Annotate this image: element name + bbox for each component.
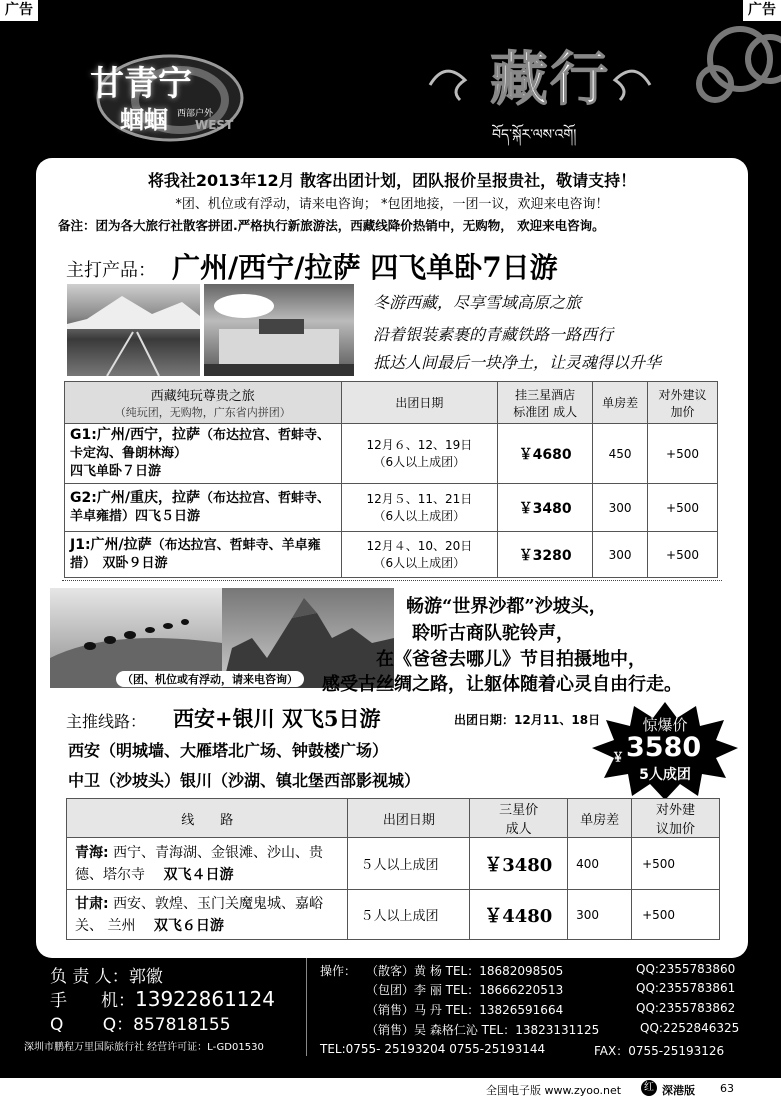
table1-head-suggest-1: 对外建议 (658, 387, 707, 402)
ops-qq: QQ:2355783860 (636, 962, 736, 976)
date-sub: （6人以上成团） (373, 508, 466, 523)
logo-left-sub: 蝈蝈 (120, 106, 168, 134)
product1-label: 主打产品： (66, 260, 156, 281)
price-cell: ￥3280 (498, 532, 593, 578)
product1-slogan2: 沿着银装素裹的青藏铁路一路西行 (373, 325, 614, 344)
table-row (67, 838, 720, 890)
table-row (65, 424, 718, 484)
table1 (64, 381, 718, 578)
add-cell: +500 (632, 838, 720, 890)
ops-line: （包团）李 丽 TEL：18666220513 (366, 983, 564, 997)
route-region: 青海: (75, 844, 109, 861)
badge-price: 3580 (626, 732, 702, 763)
date-cell: ５人以上成团 (348, 890, 470, 940)
ops-line: （散客）黄 杨 TEL：18682098505 (366, 964, 564, 978)
header-line3: 备注：团为各大旅行社散客拼团.严格执行新旅游法，西藏线降价热销中，无购物， 欢迎来电咨询。 (58, 218, 605, 233)
ops-line: （销售）马 丹 TEL：13826591664 (366, 1003, 564, 1017)
route-tail: 四飞５日游 (135, 509, 201, 524)
desert-photo-caption: （团、机位或有浮动，请来电咨询） (116, 671, 304, 687)
single-cell: 400 (568, 838, 632, 890)
table-row (65, 484, 718, 532)
mobile-label: 手 机： (50, 991, 135, 1011)
ad-label-right: 广告 (743, 0, 781, 21)
table1-head-price-2: 标准团 成人 (513, 404, 578, 419)
table1-head-suggest (648, 382, 718, 424)
edition-mark-icon: 红 (641, 1080, 657, 1096)
qq-label: Q Q： (50, 1015, 134, 1035)
product2-date: 出团日期：12月11、18日 (454, 713, 601, 727)
ops-qq: QQ:2252846325 (640, 1021, 740, 1035)
price-cell: ￥4680 (498, 424, 593, 484)
table1-head-single: 单房差 (593, 382, 648, 424)
table1-head-title: 西藏纯玩尊贵之旅 (150, 389, 255, 404)
table1-head-route (65, 382, 342, 424)
date-cell (341, 532, 498, 578)
desert-line3: 在《爸爸去哪儿》节目拍摄地中， (376, 649, 646, 670)
table2-head-price-1: 三星价 (499, 803, 539, 818)
site-link[interactable]: 全国电子版 www.zyoo.net (486, 1084, 622, 1097)
route-code: G1:广州/西宁，拉萨 (70, 427, 200, 443)
headline: 将我社2013年12月 散客出团计划，团队报价呈报贵社，敬请支持！ (147, 171, 637, 190)
product2-title: 西安+银川 双飞5日游 (173, 706, 381, 731)
mobile-value: 13922861124 (135, 987, 275, 1011)
date-cell (341, 424, 498, 484)
date-main: 12月５、11、21日 (366, 491, 473, 506)
person-label: 负 责 人： (50, 967, 129, 987)
date-sub: （6人以上成团） (373, 555, 466, 570)
add-cell: +500 (648, 532, 718, 578)
product2-line2: 中卫（沙坡头）银川（沙湖、镇北堡西部影视城） (68, 771, 421, 790)
route-cell (67, 890, 348, 940)
cloud-swirl-icon (660, 14, 781, 114)
logo-right-main: 藏行 (490, 45, 611, 113)
footer (0, 958, 781, 1078)
footer-divider (306, 958, 307, 1056)
price-cell: ￥3480 (498, 484, 593, 532)
table-row (65, 532, 718, 578)
logo-left (85, 38, 250, 148)
table2-head-suggest-2: 议加价 (656, 822, 696, 837)
logo-right (420, 30, 660, 143)
table1-head-price-1: 挂三星酒店 (515, 387, 576, 402)
table2-head-price (470, 799, 568, 838)
ops-line: （销售）吴 森格仁沁 TEL：13823131125 (366, 1023, 600, 1037)
add-cell: +500 (632, 890, 720, 940)
table2-head-suggest (632, 799, 720, 838)
route-places: 西安、敦煌、玉门关魔鬼城、嘉峪关、 兰州 (75, 895, 324, 934)
single-cell: 450 (593, 424, 648, 484)
route-region: 甘肃: (75, 895, 109, 912)
route-cell (65, 532, 342, 578)
date-cell (341, 484, 498, 532)
table2 (66, 798, 720, 940)
desert-line4: 感受古丝绸之路，让躯体随着心灵自由行走。 (322, 674, 682, 695)
badge-currency: ￥ (612, 750, 625, 764)
route-cell (65, 484, 342, 532)
header-line2: *团、机位或有浮动，请来电咨询； *包团地接，一团一议，欢迎来电咨询！ (175, 197, 609, 212)
edition-label: 深港版 (662, 1084, 695, 1097)
logo-left-west: WEST (195, 118, 234, 132)
single-cell: 300 (568, 890, 632, 940)
product1-title: 广州/西宁/拉萨 四飞单卧7日游 (172, 251, 558, 284)
table2-head-price-2: 成人 (505, 822, 532, 837)
office-fax: FAX：0755-25193126 (594, 1044, 725, 1058)
route-spots: （布达拉宫、哲蚌寺、卡定沟、鲁朗林海） (70, 428, 330, 461)
single-cell: 300 (593, 484, 648, 532)
potala-photo (204, 284, 354, 376)
contact-qq (50, 1010, 231, 1035)
badge-top: 惊爆价 (642, 716, 688, 734)
table1-head-date: 出团日期 (341, 382, 498, 424)
route-tail: 双卧９日游 (102, 556, 168, 571)
person-name: 郭徽 (128, 967, 163, 987)
table2-head-route: 线 路 (67, 799, 348, 838)
table1-head-sub: （纯玩团，无购物，广东省内拼团） (114, 406, 291, 419)
route-spots: （布达拉宫、哲蚌寺、羊卓雍措） (70, 491, 330, 524)
qq-value: 857818155 (133, 1015, 231, 1035)
table2-head-single: 单房差 (568, 799, 632, 838)
table-row (67, 890, 720, 940)
logo-right-tibetan: བོད་སྐོར་ལས་འགོ། (492, 127, 577, 143)
route-spots: （布达拉宫、哲蚌寺、羊卓雍措） (70, 538, 321, 571)
table2-head-suggest-1: 对外建 (656, 803, 696, 818)
date-main: 12月６、12、19日 (366, 437, 473, 452)
contact-mobile (50, 986, 275, 1011)
desert-line2: 聆听古商队驼铃声， (412, 623, 574, 644)
ad-label-left: 广告 (0, 0, 38, 21)
route-cell (65, 424, 342, 484)
product1-slogan1: 冬游西藏，尽享雪域高原之旅 (373, 293, 582, 312)
date-main: 12月４、10、20日 (366, 538, 473, 553)
logo-left-side: 西部户外 (177, 109, 214, 119)
office-tel: TEL:0755- 25193204 0755-25193144 (320, 1042, 546, 1056)
ops-qq: QQ:2355783862 (636, 1001, 736, 1015)
add-cell: +500 (648, 484, 718, 532)
railway-photo (67, 284, 200, 376)
price-cell: ￥4480 (470, 890, 568, 940)
potala-palace-icon (204, 284, 354, 376)
route-tail: 四飞单卧７日游 (70, 464, 162, 479)
route-cell (67, 838, 348, 890)
desert-line1: 畅游“世界沙都”沙坡头， (406, 596, 607, 617)
product2-line1: 西安（明城墙、大雁塔北广场、钟鼓楼广场） (68, 741, 389, 760)
date-cell: ５人以上成团 (348, 838, 470, 890)
table1-head-suggest-2: 加价 (670, 404, 695, 419)
logo-left-main: 甘青宁 (90, 64, 192, 104)
table2-head-date: 出团日期 (348, 799, 470, 838)
bottom-bar (0, 1078, 781, 1100)
ops-label: 操作： (320, 964, 357, 978)
date-sub: （6人以上成团） (373, 454, 466, 469)
route-places: 西宁、青海湖、金银滩、沙山、贵德、塔尔寺 (75, 844, 324, 883)
divider (62, 580, 722, 581)
ops-qq: QQ:2355783861 (636, 981, 736, 995)
page-number: 63 (720, 1082, 734, 1095)
badge-bottom: 5人成团 (639, 767, 691, 783)
route-tail: 双飞６日游 (153, 917, 224, 934)
single-cell: 300 (593, 532, 648, 578)
company-license: 深圳市鹏程万里国际旅行社 经营许可证：L-GD01530 (24, 1042, 264, 1053)
route-tail: 双飞４日游 (163, 866, 234, 883)
railway-track-icon (67, 284, 200, 376)
route-code: J1:广州/拉萨 (70, 537, 152, 553)
price-cell: ￥3480 (470, 838, 568, 890)
product1-slogan3: 抵达人间最后一块净土，让灵魂得以升华 (373, 353, 662, 372)
product2-label: 主推线路： (66, 712, 147, 731)
table1-head-price (498, 382, 593, 424)
route-code: G2:广州/重庆，拉萨 (70, 490, 200, 506)
contact-person (50, 962, 163, 987)
add-cell: +500 (648, 424, 718, 484)
